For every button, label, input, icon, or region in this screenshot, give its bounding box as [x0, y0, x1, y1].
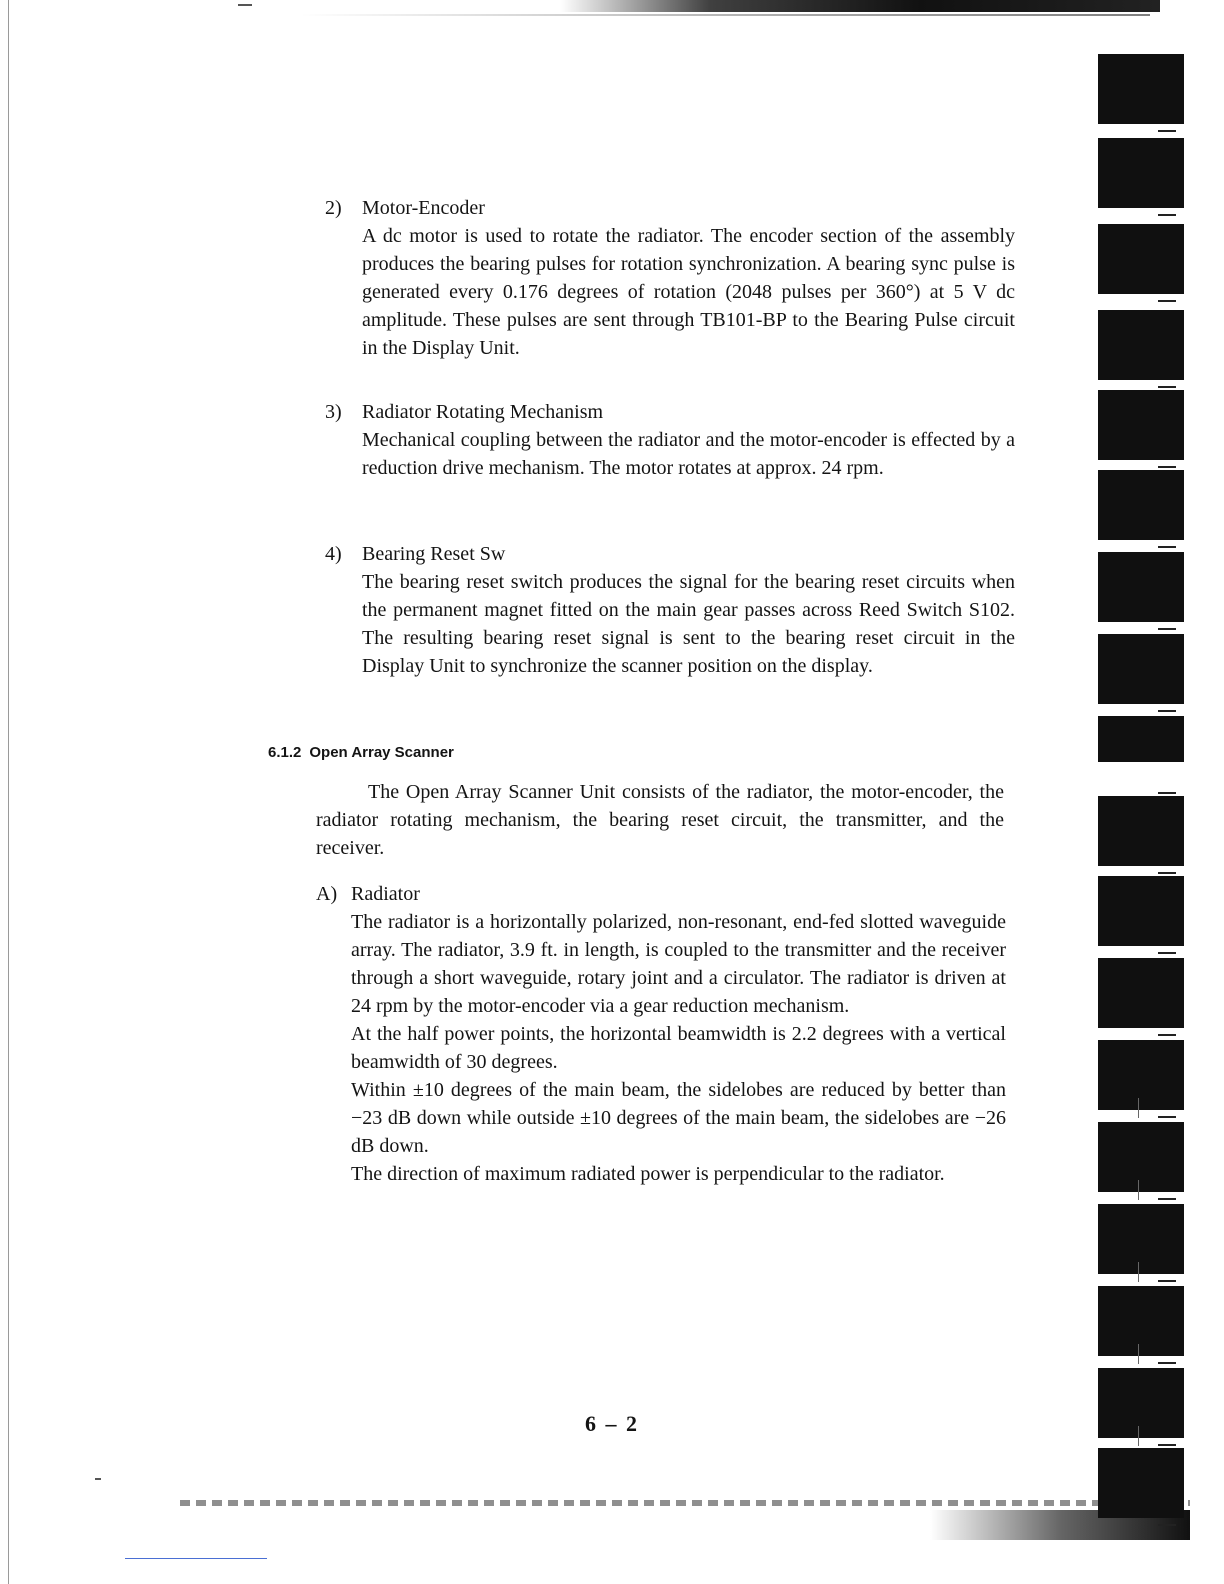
paragraph: Mechanical coupling between the radiator and the motor-encoder is effected by a reduction drive mechanism. The motor rotates at approx. 24 rpm.: [362, 429, 1015, 479]
subitem-title: Radiator: [351, 883, 420, 905]
paragraph: A dc motor is used to rotate the radiator. The encoder section of the assembly produces the bearing pulses for rotation synchronization. A bearing sync pulse is generated every 0.176 degrees of rotation (2048 pulses per 360°) at 5 V dc amplitude. These pulses are sent through TB101-BP to the Bearing Pulse circuit in the Display Unit.: [362, 225, 1015, 359]
item-body: [325, 426, 1015, 482]
section-title: Open Array Scanner: [309, 744, 454, 761]
item-title: Motor-Encoder: [362, 197, 485, 219]
item-number: 3): [325, 401, 342, 423]
item-body: [325, 222, 1015, 362]
item-bearing-reset-sw: [325, 540, 1015, 680]
section-number: 6.1.2: [268, 744, 302, 761]
paragraph: Within ±10 degrees of the main beam, the sidelobes are reduced by better than −23 dB down while outside ±10 degrees of the main beam, the sidelobes are −26 dB down.: [351, 1079, 1006, 1157]
subitem-number: A): [316, 883, 338, 905]
item-radiator-rotating-mechanism: [325, 398, 1015, 482]
paragraph: The bearing reset switch produces the signal for the bearing reset circuits when the permanent magnet fitted on the main gear passes across Reed Switch S102. The resulting bearing reset signal is sent to the bearing reset circuit in the Display Unit to synchronize the scanner position on the display.: [362, 571, 1015, 677]
item-title: Radiator Rotating Mechanism: [362, 401, 604, 423]
section-intro: The Open Array Scanner Unit consists of the radiator, the motor-encoder, the radiator rotating mechanism, the bearing reset circuit, the transmitter, and the receiver.: [316, 781, 1004, 859]
item-heading: [325, 398, 1015, 426]
item-motor-encoder: [325, 194, 1015, 362]
subitem-radiator: [316, 880, 1006, 1188]
item-title: Bearing Reset Sw: [362, 543, 506, 565]
item-heading: [325, 540, 1015, 568]
page-number: 6 – 2: [585, 1411, 639, 1436]
paragraph: The radiator is a horizontally polarized, non-resonant, end-fed slotted waveguide array. The radiator, 3.9 ft. in length, is coupled to the transmitter and the receiver through a short waveguide, rotary joint and a circulator. The radiator is driven at 24 rpm by the motor-encoder via a gear reduction mechanism.: [351, 911, 1006, 1017]
section-heading: [268, 742, 454, 764]
paragraph: The direction of maximum radiated power is perpendicular to the radiator.: [351, 1163, 945, 1185]
item-body: [325, 568, 1015, 680]
item-number: 4): [325, 543, 342, 565]
subitem-body: [316, 908, 1006, 1188]
subitem-heading: [316, 880, 1006, 908]
item-heading: [325, 194, 1015, 222]
paragraph: At the half power points, the horizontal beamwidth is 2.2 degrees with a vertical beamwidth of 30 degrees.: [351, 1023, 1006, 1073]
item-number: 2): [325, 197, 342, 219]
